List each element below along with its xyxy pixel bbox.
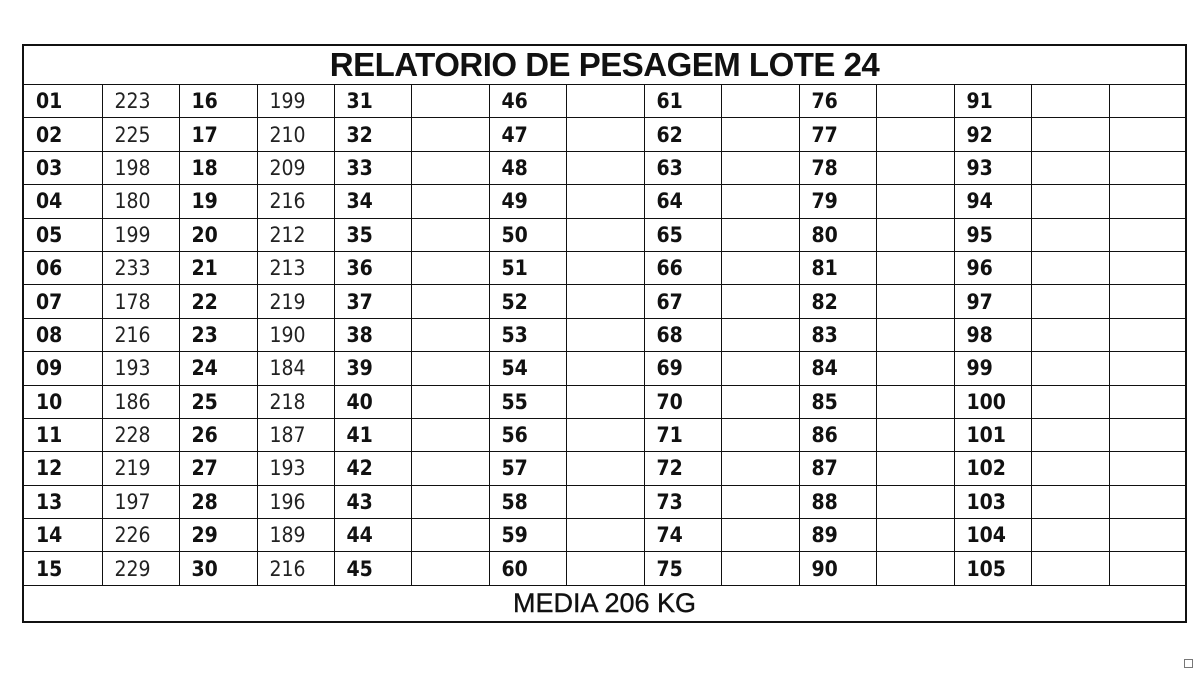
animal-number-cell: 60 bbox=[489, 552, 566, 585]
weight-cell bbox=[721, 485, 799, 518]
average-weight: MEDIA 206 KG bbox=[23, 585, 1186, 622]
animal-number-cell: 15 bbox=[23, 552, 102, 585]
weight-cell bbox=[566, 151, 644, 184]
weight-cell: 190 bbox=[257, 318, 334, 351]
animal-number-cell: 43 bbox=[334, 485, 411, 518]
animal-number-cell: 17 bbox=[179, 118, 257, 151]
weight-cell bbox=[1109, 285, 1186, 318]
weight-cell: 212 bbox=[257, 218, 334, 251]
weight-cell bbox=[566, 85, 644, 118]
animal-number-cell: 04 bbox=[23, 185, 102, 218]
weight-cell: 186 bbox=[102, 385, 179, 418]
animal-number-cell: 79 bbox=[799, 185, 876, 218]
weight-cell bbox=[876, 151, 954, 184]
animal-number-cell: 49 bbox=[489, 185, 566, 218]
weight-cell bbox=[566, 519, 644, 552]
weight-cell bbox=[721, 385, 799, 418]
animal-number-cell: 66 bbox=[644, 251, 721, 284]
weight-cell bbox=[411, 85, 489, 118]
animal-number-cell: 87 bbox=[799, 452, 876, 485]
animal-number-cell: 01 bbox=[23, 85, 102, 118]
animal-number-cell: 86 bbox=[799, 418, 876, 451]
animal-number-cell: 22 bbox=[179, 285, 257, 318]
animal-number-cell: 02 bbox=[23, 118, 102, 151]
weight-cell: 219 bbox=[257, 285, 334, 318]
weight-cell bbox=[1031, 352, 1109, 385]
weight-cell: 198 bbox=[102, 151, 179, 184]
table-row bbox=[23, 118, 1186, 151]
weight-cell bbox=[876, 418, 954, 451]
weight-cell bbox=[566, 251, 644, 284]
weight-cell bbox=[876, 85, 954, 118]
weight-cell: 213 bbox=[257, 251, 334, 284]
weight-cell: 178 bbox=[102, 285, 179, 318]
animal-number-cell: 57 bbox=[489, 452, 566, 485]
animal-number-cell: 68 bbox=[644, 318, 721, 351]
weight-cell bbox=[566, 418, 644, 451]
animal-number-cell: 84 bbox=[799, 352, 876, 385]
animal-number-cell: 71 bbox=[644, 418, 721, 451]
weight-cell bbox=[566, 285, 644, 318]
animal-number-cell: 33 bbox=[334, 151, 411, 184]
animal-number-cell: 88 bbox=[799, 485, 876, 518]
animal-number-cell: 65 bbox=[644, 218, 721, 251]
weight-cell bbox=[411, 552, 489, 585]
animal-number-cell: 13 bbox=[23, 485, 102, 518]
animal-number-cell: 07 bbox=[23, 285, 102, 318]
weight-cell: 180 bbox=[102, 185, 179, 218]
weight-cell: 216 bbox=[257, 185, 334, 218]
animal-number-cell: 46 bbox=[489, 85, 566, 118]
animal-number-cell: 98 bbox=[954, 318, 1031, 351]
weight-cell bbox=[1109, 552, 1186, 585]
table-row bbox=[23, 285, 1186, 318]
weight-cell bbox=[411, 251, 489, 284]
weight-cell bbox=[876, 519, 954, 552]
weight-cell: 209 bbox=[257, 151, 334, 184]
animal-number-cell: 56 bbox=[489, 418, 566, 451]
animal-number-cell: 82 bbox=[799, 285, 876, 318]
animal-number-cell: 62 bbox=[644, 118, 721, 151]
weight-cell bbox=[1031, 385, 1109, 418]
weight-cell bbox=[721, 552, 799, 585]
weight-cell bbox=[566, 185, 644, 218]
table-row bbox=[23, 85, 1186, 118]
weight-cell bbox=[876, 285, 954, 318]
weight-cell bbox=[721, 251, 799, 284]
weight-cell bbox=[411, 185, 489, 218]
weight-cell: 196 bbox=[257, 485, 334, 518]
weight-cell bbox=[1031, 218, 1109, 251]
weight-cell bbox=[1109, 151, 1186, 184]
animal-number-cell: 45 bbox=[334, 552, 411, 585]
animal-number-cell: 34 bbox=[334, 185, 411, 218]
weight-cell: 233 bbox=[102, 251, 179, 284]
weight-cell: 216 bbox=[102, 318, 179, 351]
animal-number-cell: 06 bbox=[23, 251, 102, 284]
weight-cell bbox=[876, 118, 954, 151]
weight-cell: 187 bbox=[257, 418, 334, 451]
weight-cell: 226 bbox=[102, 519, 179, 552]
weight-cell: 216 bbox=[257, 552, 334, 585]
table-row bbox=[23, 452, 1186, 485]
weight-cell: 197 bbox=[102, 485, 179, 518]
weight-cell: 218 bbox=[257, 385, 334, 418]
animal-number-cell: 41 bbox=[334, 418, 411, 451]
animal-number-cell: 31 bbox=[334, 85, 411, 118]
weight-cell bbox=[1031, 285, 1109, 318]
animal-number-cell: 37 bbox=[334, 285, 411, 318]
weight-cell: 223 bbox=[102, 85, 179, 118]
table-body bbox=[23, 85, 1186, 586]
animal-number-cell: 03 bbox=[23, 151, 102, 184]
weight-cell bbox=[411, 151, 489, 184]
weight-cell bbox=[1109, 385, 1186, 418]
weight-cell bbox=[411, 485, 489, 518]
animal-number-cell: 26 bbox=[179, 418, 257, 451]
animal-number-cell: 67 bbox=[644, 285, 721, 318]
weight-cell: 184 bbox=[257, 352, 334, 385]
weight-cell bbox=[411, 352, 489, 385]
animal-number-cell: 12 bbox=[23, 452, 102, 485]
weight-cell bbox=[411, 385, 489, 418]
weight-cell bbox=[566, 352, 644, 385]
weight-cell bbox=[566, 552, 644, 585]
animal-number-cell: 64 bbox=[644, 185, 721, 218]
weight-cell bbox=[1031, 552, 1109, 585]
animal-number-cell: 51 bbox=[489, 251, 566, 284]
table-row bbox=[23, 218, 1186, 251]
animal-number-cell: 81 bbox=[799, 251, 876, 284]
animal-number-cell: 30 bbox=[179, 552, 257, 585]
table-row bbox=[23, 418, 1186, 451]
weight-cell bbox=[721, 185, 799, 218]
animal-number-cell: 90 bbox=[799, 552, 876, 585]
weight-cell bbox=[1109, 519, 1186, 552]
animal-number-cell: 55 bbox=[489, 385, 566, 418]
weight-cell bbox=[721, 218, 799, 251]
weight-cell bbox=[411, 452, 489, 485]
animal-number-cell: 10 bbox=[23, 385, 102, 418]
weight-cell bbox=[1031, 519, 1109, 552]
report-title: RELATORIO DE PESAGEM LOTE 24 bbox=[23, 45, 1186, 85]
animal-number-cell: 48 bbox=[489, 151, 566, 184]
animal-number-cell: 16 bbox=[179, 85, 257, 118]
animal-number-cell: 73 bbox=[644, 485, 721, 518]
weight-cell bbox=[566, 485, 644, 518]
weight-cell bbox=[721, 85, 799, 118]
weight-cell bbox=[1031, 85, 1109, 118]
weight-cell bbox=[721, 151, 799, 184]
animal-number-cell: 54 bbox=[489, 352, 566, 385]
weight-cell bbox=[566, 385, 644, 418]
animal-number-cell: 69 bbox=[644, 352, 721, 385]
weight-cell bbox=[1109, 485, 1186, 518]
animal-number-cell: 92 bbox=[954, 118, 1031, 151]
weight-cell bbox=[876, 352, 954, 385]
weight-cell bbox=[721, 285, 799, 318]
animal-number-cell: 94 bbox=[954, 185, 1031, 218]
weight-cell bbox=[1109, 218, 1186, 251]
animal-number-cell: 85 bbox=[799, 385, 876, 418]
animal-number-cell: 52 bbox=[489, 285, 566, 318]
weight-cell bbox=[721, 352, 799, 385]
weight-cell bbox=[876, 452, 954, 485]
animal-number-cell: 80 bbox=[799, 218, 876, 251]
animal-number-cell: 97 bbox=[954, 285, 1031, 318]
animal-number-cell: 20 bbox=[179, 218, 257, 251]
weight-cell bbox=[411, 519, 489, 552]
animal-number-cell: 103 bbox=[954, 485, 1031, 518]
weight-cell bbox=[721, 118, 799, 151]
animal-number-cell: 38 bbox=[334, 318, 411, 351]
weight-cell bbox=[721, 418, 799, 451]
animal-number-cell: 11 bbox=[23, 418, 102, 451]
animal-number-cell: 25 bbox=[179, 385, 257, 418]
weight-cell bbox=[566, 118, 644, 151]
table-row bbox=[23, 185, 1186, 218]
animal-number-cell: 105 bbox=[954, 552, 1031, 585]
animal-number-cell: 91 bbox=[954, 85, 1031, 118]
weight-cell bbox=[721, 519, 799, 552]
animal-number-cell: 99 bbox=[954, 352, 1031, 385]
weight-cell bbox=[1109, 352, 1186, 385]
animal-number-cell: 70 bbox=[644, 385, 721, 418]
animal-number-cell: 75 bbox=[644, 552, 721, 585]
animal-number-cell: 58 bbox=[489, 485, 566, 518]
animal-number-cell: 53 bbox=[489, 318, 566, 351]
table-row bbox=[23, 552, 1186, 585]
animal-number-cell: 21 bbox=[179, 251, 257, 284]
animal-number-cell: 72 bbox=[644, 452, 721, 485]
animal-number-cell: 36 bbox=[334, 251, 411, 284]
animal-number-cell: 18 bbox=[179, 151, 257, 184]
weight-cell bbox=[876, 218, 954, 251]
weight-cell: 219 bbox=[102, 452, 179, 485]
weight-cell: 210 bbox=[257, 118, 334, 151]
animal-number-cell: 59 bbox=[489, 519, 566, 552]
animal-number-cell: 35 bbox=[334, 218, 411, 251]
weight-cell bbox=[411, 418, 489, 451]
weight-cell bbox=[876, 318, 954, 351]
weight-cell: 229 bbox=[102, 552, 179, 585]
animal-number-cell: 76 bbox=[799, 85, 876, 118]
table-row bbox=[23, 151, 1186, 184]
animal-number-cell: 24 bbox=[179, 352, 257, 385]
weight-cell bbox=[1109, 251, 1186, 284]
table-row bbox=[23, 251, 1186, 284]
weight-cell bbox=[1109, 318, 1186, 351]
animal-number-cell: 102 bbox=[954, 452, 1031, 485]
animal-number-cell: 63 bbox=[644, 151, 721, 184]
animal-number-cell: 96 bbox=[954, 251, 1031, 284]
weight-cell bbox=[1109, 85, 1186, 118]
animal-number-cell: 08 bbox=[23, 318, 102, 351]
animal-number-cell: 23 bbox=[179, 318, 257, 351]
weight-cell bbox=[1031, 151, 1109, 184]
animal-number-cell: 61 bbox=[644, 85, 721, 118]
weight-cell bbox=[876, 251, 954, 284]
animal-number-cell: 39 bbox=[334, 352, 411, 385]
weight-cell: 228 bbox=[102, 418, 179, 451]
animal-number-cell: 83 bbox=[799, 318, 876, 351]
weight-cell bbox=[1031, 318, 1109, 351]
weight-cell bbox=[411, 118, 489, 151]
animal-number-cell: 14 bbox=[23, 519, 102, 552]
weight-cell: 193 bbox=[257, 452, 334, 485]
weighing-report-table bbox=[22, 44, 1187, 623]
weight-cell bbox=[411, 285, 489, 318]
table-row bbox=[23, 352, 1186, 385]
animal-number-cell: 74 bbox=[644, 519, 721, 552]
footer-row bbox=[23, 585, 1186, 622]
animal-number-cell: 40 bbox=[334, 385, 411, 418]
table-row bbox=[23, 318, 1186, 351]
animal-number-cell: 19 bbox=[179, 185, 257, 218]
animal-number-cell: 89 bbox=[799, 519, 876, 552]
animal-number-cell: 77 bbox=[799, 118, 876, 151]
weight-cell bbox=[1031, 118, 1109, 151]
weight-cell bbox=[876, 485, 954, 518]
weight-cell bbox=[1031, 418, 1109, 451]
weight-cell bbox=[1031, 452, 1109, 485]
animal-number-cell: 104 bbox=[954, 519, 1031, 552]
weight-cell bbox=[1031, 251, 1109, 284]
table-row bbox=[23, 385, 1186, 418]
animal-number-cell: 29 bbox=[179, 519, 257, 552]
animal-number-cell: 44 bbox=[334, 519, 411, 552]
weight-cell bbox=[1109, 452, 1186, 485]
weight-cell bbox=[566, 318, 644, 351]
weight-cell bbox=[876, 185, 954, 218]
animal-number-cell: 101 bbox=[954, 418, 1031, 451]
weight-cell: 199 bbox=[102, 218, 179, 251]
weight-cell: 193 bbox=[102, 352, 179, 385]
animal-number-cell: 95 bbox=[954, 218, 1031, 251]
weight-cell bbox=[1109, 185, 1186, 218]
weight-cell bbox=[876, 552, 954, 585]
animal-number-cell: 09 bbox=[23, 352, 102, 385]
title-row bbox=[23, 45, 1186, 85]
weight-cell: 199 bbox=[257, 85, 334, 118]
weight-cell bbox=[411, 218, 489, 251]
resize-handle[interactable] bbox=[1184, 659, 1193, 668]
animal-number-cell: 05 bbox=[23, 218, 102, 251]
animal-number-cell: 100 bbox=[954, 385, 1031, 418]
weight-cell: 225 bbox=[102, 118, 179, 151]
weight-cell bbox=[721, 452, 799, 485]
animal-number-cell: 47 bbox=[489, 118, 566, 151]
weight-cell bbox=[566, 452, 644, 485]
weight-cell bbox=[1031, 185, 1109, 218]
table-row bbox=[23, 485, 1186, 518]
weight-cell bbox=[721, 318, 799, 351]
weight-cell bbox=[876, 385, 954, 418]
weight-cell bbox=[1109, 418, 1186, 451]
animal-number-cell: 50 bbox=[489, 218, 566, 251]
table-row bbox=[23, 519, 1186, 552]
weight-cell bbox=[566, 218, 644, 251]
animal-number-cell: 78 bbox=[799, 151, 876, 184]
weight-cell bbox=[1109, 118, 1186, 151]
animal-number-cell: 28 bbox=[179, 485, 257, 518]
animal-number-cell: 32 bbox=[334, 118, 411, 151]
weight-cell bbox=[1031, 485, 1109, 518]
animal-number-cell: 27 bbox=[179, 452, 257, 485]
animal-number-cell: 42 bbox=[334, 452, 411, 485]
animal-number-cell: 93 bbox=[954, 151, 1031, 184]
weight-cell: 189 bbox=[257, 519, 334, 552]
weight-cell bbox=[411, 318, 489, 351]
